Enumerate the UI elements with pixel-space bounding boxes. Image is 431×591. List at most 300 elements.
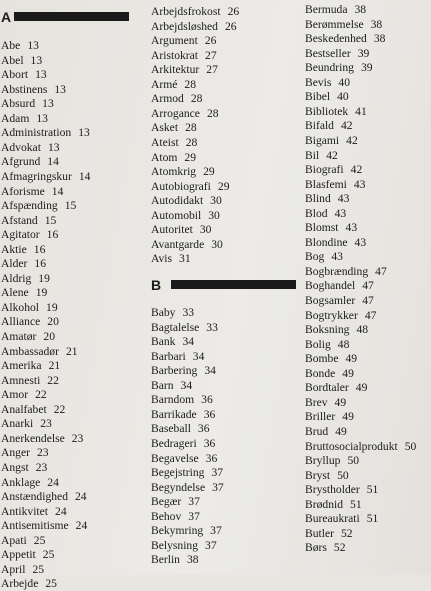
entry-term: Bogtrykker (305, 308, 358, 322)
entry-term: Bigami (305, 133, 340, 147)
entry-page-number: 50 (337, 468, 349, 482)
entry-page-number: 26 (227, 5, 240, 18)
entry-page-number: 37 (211, 466, 224, 480)
entry-term: Baseball (151, 422, 191, 436)
index-entry (1, 199, 76, 213)
entry-page-number: 36 (203, 436, 216, 450)
index-entry (151, 422, 210, 436)
entry-term: Aforisme (1, 184, 45, 198)
index-entry (1, 185, 63, 199)
index-entry (151, 364, 216, 378)
entry-term: Bureaukrati (305, 512, 360, 526)
entry-page-number: 47 (375, 264, 387, 278)
index-entry (1, 446, 49, 460)
entry-term: Anklage (1, 475, 41, 489)
entry-term: Bil (305, 148, 320, 162)
entry-term: Begær (151, 495, 182, 509)
index-entry (1, 403, 65, 417)
entry-page-number: 16 (33, 242, 46, 256)
entry-term: Barbering (151, 364, 198, 378)
index-entry (305, 221, 357, 235)
index-entry (1, 519, 87, 533)
index-entry (305, 76, 350, 90)
index-entry (305, 352, 357, 366)
entry-page-number: 42 (340, 119, 353, 133)
index-entry (305, 149, 338, 163)
entry-term: Apati (1, 533, 27, 547)
index-entry (305, 527, 353, 541)
index-entry (1, 548, 54, 562)
entry-term: Amor (1, 388, 29, 402)
index-entry (151, 238, 223, 252)
entry-term: Bryllup (305, 454, 341, 468)
entry-term: Agitator (1, 228, 40, 242)
entry-page-number: 27 (205, 48, 217, 62)
entry-page-number: 23 (36, 446, 49, 460)
index-entry (305, 410, 354, 424)
entry-term: Armé (151, 77, 178, 91)
entry-page-number: 28 (206, 106, 219, 120)
index-entry (151, 321, 218, 335)
index-entry (1, 257, 46, 271)
entry-page-number: 36 (197, 422, 210, 436)
index-entry (305, 323, 368, 337)
index-entry (1, 155, 59, 169)
entry-page-number: 30 (210, 194, 222, 208)
entry-page-number: 24 (75, 519, 88, 533)
entry-page-number: 16 (34, 257, 46, 271)
entry-term: Bryst (305, 468, 331, 482)
entry-term: Administration (1, 126, 72, 140)
index-entry (305, 541, 346, 555)
entry-page-number: 30 (211, 237, 223, 251)
entry-term: Barn (151, 378, 174, 392)
entry-term: Alene (1, 286, 29, 300)
entry-page-number: 24 (55, 504, 67, 518)
index-entry (151, 151, 196, 165)
entry-term: Autoritet (151, 223, 193, 237)
entry-term: Aristokrat (151, 48, 199, 62)
entry-page-number: 36 (205, 451, 218, 465)
entry-term: Bibliotek (305, 104, 349, 118)
entry-page-number: 49 (334, 395, 347, 409)
entry-term: Barbari (151, 349, 186, 363)
index-entry (151, 350, 204, 364)
index-entry (305, 279, 374, 293)
index-entry (1, 68, 47, 82)
index-entry (1, 461, 47, 475)
index-entry (1, 83, 66, 97)
entry-page-number: 49 (335, 424, 347, 438)
entry-term: Bibel (305, 90, 331, 104)
index-entry (1, 170, 90, 184)
entry-page-number: 42 (326, 148, 338, 162)
entry-term: Begavelse (151, 451, 199, 465)
entry-term: Blomst (305, 221, 339, 235)
entry-term: Alder (1, 257, 28, 271)
entry-term: Anerkendelse (1, 431, 65, 445)
index-entry (1, 54, 42, 68)
entry-page-number: 19 (35, 286, 48, 300)
index-entry (305, 134, 358, 148)
index-entry (1, 432, 83, 446)
entry-page-number: 28 (184, 77, 196, 91)
entry-page-number: 49 (342, 366, 354, 380)
entry-page-number: 16 (46, 228, 59, 242)
entry-term: Absurd (1, 97, 36, 111)
entry-page-number: 39 (360, 61, 373, 75)
index-entry (151, 408, 215, 422)
entry-term: Afgrund (1, 155, 41, 169)
entry-term: Afmagringskur (1, 169, 72, 183)
entry-term: Antikvitet (1, 504, 49, 518)
entry-term: Aktie (1, 242, 27, 256)
entry-term: Asket (151, 121, 179, 135)
index-entry (305, 105, 367, 119)
entry-term: Abort (1, 68, 29, 82)
index-entry (1, 577, 57, 591)
entry-page-number: 13 (54, 82, 66, 96)
index-entry (151, 510, 200, 524)
entry-page-number: 22 (47, 373, 59, 387)
entry-term: Afspænding (1, 199, 58, 213)
index-entry (151, 20, 237, 34)
entry-page-number: 25 (42, 548, 55, 562)
index-entry (305, 61, 373, 75)
entry-term: Behov (151, 509, 182, 523)
entry-term: Avantgarde (151, 237, 205, 251)
index-entry (151, 34, 216, 48)
index-entry (1, 388, 47, 402)
entry-page-number: 33 (182, 306, 195, 319)
entry-page-number: 23 (71, 431, 84, 445)
entry-term: Atomkrig (151, 165, 197, 179)
index-entry (151, 252, 191, 266)
entry-term: Adam (1, 111, 30, 125)
entry-term: Berømmelse (305, 17, 364, 31)
entry-page-number: 24 (47, 475, 59, 489)
entry-term: Bordtaler (305, 381, 349, 395)
entry-page-number: 15 (44, 213, 57, 227)
entry-page-number: 47 (364, 308, 377, 322)
index-entry (151, 5, 239, 19)
entry-term: Briller (305, 410, 336, 424)
entry-page-number: 29 (203, 165, 215, 179)
entry-page-number: 52 (340, 526, 353, 540)
entry-page-number: 22 (35, 388, 47, 402)
entry-page-number: 20 (43, 330, 56, 343)
index-entry (1, 359, 60, 373)
entry-page-number: 15 (64, 199, 77, 213)
index-entry (151, 180, 229, 194)
index-entry (305, 265, 387, 279)
index-entry (305, 381, 367, 395)
entry-page-number: 25 (32, 562, 45, 576)
entry-term: Blasfemi (305, 177, 347, 191)
entry-page-number: 36 (201, 393, 213, 407)
entry-term: Blind (305, 192, 331, 206)
entry-page-number: 31 (179, 252, 191, 266)
entry-term: Anger (1, 446, 30, 460)
index-entry (151, 393, 213, 407)
index-entry (305, 178, 365, 192)
entry-term: Automobil (151, 208, 202, 222)
index-entry (151, 524, 222, 538)
entry-page-number: 34 (204, 364, 216, 378)
entry-page-number: 48 (337, 337, 350, 351)
entry-term: Ambassadør (1, 344, 59, 358)
entry-term: Arkitektur (151, 63, 200, 77)
entry-page-number: 34 (182, 335, 195, 349)
entry-page-number: 34 (192, 349, 205, 363)
entry-term: Arbejde (1, 577, 39, 591)
entry-term: Amerika (1, 359, 42, 373)
entry-term: Afstand (1, 213, 38, 227)
entry-page-number: 39 (357, 46, 370, 60)
entry-page-number: 49 (342, 410, 354, 424)
entry-term: Bogbrænding (305, 264, 369, 278)
index-entry (305, 367, 354, 381)
index-entry (305, 250, 343, 264)
index-entry (151, 437, 215, 451)
index-entry (1, 141, 60, 155)
entry-term: Alliance (1, 315, 41, 329)
entry-term: Appetit (1, 548, 36, 562)
index-entry (151, 194, 222, 208)
entry-term: Abel (1, 53, 24, 67)
entry-term: Autodidakt (151, 194, 204, 208)
entry-page-number: 30 (208, 208, 220, 222)
entry-term: Arbejdsfrokost (151, 5, 221, 18)
entry-term: Barrikade (151, 407, 197, 421)
index-entry (1, 112, 48, 126)
index-entry (305, 32, 385, 46)
index-entry (305, 454, 359, 468)
entry-term: Analfabet (1, 402, 47, 416)
entry-term: Børs (305, 541, 327, 555)
index-entry (151, 553, 199, 567)
index-entry (305, 512, 378, 526)
index-entry (305, 207, 346, 221)
entry-page-number: 49 (345, 352, 358, 366)
index-entry (151, 466, 223, 480)
index-entry (151, 495, 200, 509)
entry-term: Antisemitisme (1, 519, 69, 533)
section-divider-bar (14, 12, 129, 21)
entry-page-number: 21 (48, 359, 61, 373)
entry-term: Belysning (151, 538, 199, 552)
entry-page-number: 38 (186, 553, 199, 567)
entry-term: Bog (305, 250, 325, 264)
entry-term: Brev (305, 395, 328, 409)
index-entry (305, 163, 362, 177)
entry-page-number: 29 (184, 150, 197, 164)
entry-page-number: 34 (180, 378, 193, 392)
entry-page-number: 41 (355, 104, 367, 118)
index-entry (305, 396, 346, 410)
index-entry (1, 476, 59, 490)
index-entry (151, 539, 217, 553)
index-entry (1, 534, 45, 548)
index-entry (151, 49, 217, 63)
index-entry (1, 301, 58, 315)
index-entry (1, 97, 54, 111)
entry-term: Aldrig (1, 271, 32, 285)
entry-page-number: 47 (362, 279, 374, 293)
entry-term: Baby (151, 306, 176, 319)
entry-page-number: 20 (47, 315, 59, 329)
entry-page-number: 28 (185, 121, 197, 135)
entry-page-number: 30 (199, 223, 212, 237)
entry-term: Bank (151, 335, 176, 349)
entry-page-number: 13 (36, 111, 48, 125)
index-entry (1, 505, 67, 519)
entry-term: Biografi (305, 163, 344, 177)
entry-page-number: 38 (373, 32, 386, 46)
entry-term: Amnesti (1, 373, 41, 387)
index-entry (305, 236, 366, 250)
index-entry (305, 309, 376, 323)
entry-page-number: 36 (203, 407, 216, 421)
index-entry (305, 498, 362, 512)
entry-page-number: 23 (35, 460, 48, 474)
index-entry (1, 228, 58, 242)
index-entry (1, 345, 78, 359)
entry-page-number: 51 (366, 512, 379, 526)
entry-page-number: 21 (65, 344, 78, 358)
entry-page-number: 28 (185, 135, 198, 149)
entry-page-number: 37 (212, 480, 224, 494)
entry-page-number: 37 (210, 524, 222, 538)
index-entry (305, 192, 349, 206)
entry-term: Advokat (1, 140, 41, 154)
entry-term: Bifald (305, 119, 334, 133)
entry-term: Amatør (1, 330, 37, 343)
entry-term: Bruttosocialprodukt (305, 439, 398, 453)
entry-page-number: 38 (354, 3, 367, 16)
entry-term: Bonde (305, 366, 336, 380)
index-entry (1, 330, 55, 344)
entry-term: Barndom (151, 393, 195, 407)
index-entry (151, 63, 218, 77)
entry-term: Bekymring (151, 524, 204, 538)
entry-term: Brødnid (305, 497, 344, 511)
entry-term: Bermuda (305, 3, 348, 16)
entry-page-number: 13 (42, 97, 54, 111)
index-entry (1, 417, 52, 431)
entry-term: Blondine (305, 235, 348, 249)
entry-page-number: 25 (45, 577, 57, 591)
entry-page-number: 22 (53, 402, 66, 416)
index-entry (305, 119, 353, 133)
index-entry (1, 243, 45, 257)
index-entry (151, 481, 224, 495)
entry-term: Atom (151, 150, 178, 164)
entry-term: Armod (151, 92, 184, 106)
entry-page-number: 38 (370, 17, 383, 31)
entry-page-number: 33 (206, 320, 218, 334)
entry-term: Abe (1, 39, 21, 52)
index-entry (151, 379, 192, 393)
entry-page-number: 49 (355, 381, 368, 395)
index-entry (1, 39, 39, 53)
entry-page-number: 42 (346, 133, 358, 147)
entry-term: Alkohol (1, 300, 40, 314)
index-entry (1, 272, 50, 286)
index-entry (1, 214, 56, 228)
entry-page-number: 48 (356, 323, 369, 337)
index-entry (1, 126, 90, 140)
entry-term: Butler (305, 526, 334, 540)
entry-page-number: 13 (47, 140, 60, 154)
index-entry (151, 121, 197, 135)
entry-term: Brud (305, 424, 329, 438)
entry-page-number: 25 (33, 533, 46, 547)
entry-term: Angst (1, 460, 29, 474)
index-entry (305, 3, 366, 17)
index-entry (305, 440, 416, 454)
index-entry (305, 483, 378, 497)
index-entry (1, 286, 47, 300)
index-entry (151, 209, 220, 223)
entry-page-number: 43 (345, 221, 358, 235)
entry-term: Arrogance (151, 106, 200, 120)
entry-page-number: 23 (40, 417, 52, 431)
entry-page-number: 13 (30, 53, 43, 67)
section-letter-a: A (1, 9, 12, 25)
index-entry (151, 92, 202, 106)
entry-page-number: 40 (338, 75, 351, 89)
entry-page-number: 52 (333, 541, 346, 555)
entry-term: Berlin (151, 553, 180, 567)
index-entry (305, 294, 374, 308)
entry-page-number: 28 (190, 92, 203, 106)
entry-page-number: 14 (47, 155, 59, 169)
entry-term: Abstinens (1, 82, 48, 96)
entry-page-number: 43 (353, 177, 366, 191)
entry-page-number: 19 (38, 271, 50, 285)
index-entry (151, 78, 196, 92)
entry-page-number: 40 (337, 90, 349, 104)
entry-page-number: 43 (354, 235, 367, 249)
entry-term: Beskedenhed (305, 32, 367, 46)
entry-page-number: 13 (78, 126, 90, 140)
entry-term: Autobiografi (151, 179, 211, 193)
entry-page-number: 24 (75, 490, 87, 504)
index-entry (305, 425, 347, 439)
section-letter-b: B (151, 277, 162, 293)
index-entry (305, 338, 349, 352)
entry-term: Arbejdsløshed (151, 19, 218, 33)
entry-term: Blod (305, 206, 328, 220)
index-entry (151, 452, 217, 466)
index-entry (151, 306, 194, 320)
entry-term: Boksning (305, 323, 350, 337)
index-entry (151, 165, 215, 179)
section-divider-bar (171, 280, 296, 289)
entry-term: Bolig (305, 337, 331, 351)
entry-page-number: 19 (46, 300, 58, 314)
entry-page-number: 29 (217, 179, 230, 193)
index-entry (305, 18, 382, 32)
entry-page-number: 50 (404, 439, 417, 453)
entry-page-number: 13 (27, 39, 39, 52)
entry-term: Argument (151, 34, 198, 48)
entry-page-number: 47 (362, 294, 374, 307)
entry-term: Anarki (1, 417, 34, 431)
entry-term: Avis (151, 252, 173, 266)
entry-term: Beundring (305, 61, 354, 75)
